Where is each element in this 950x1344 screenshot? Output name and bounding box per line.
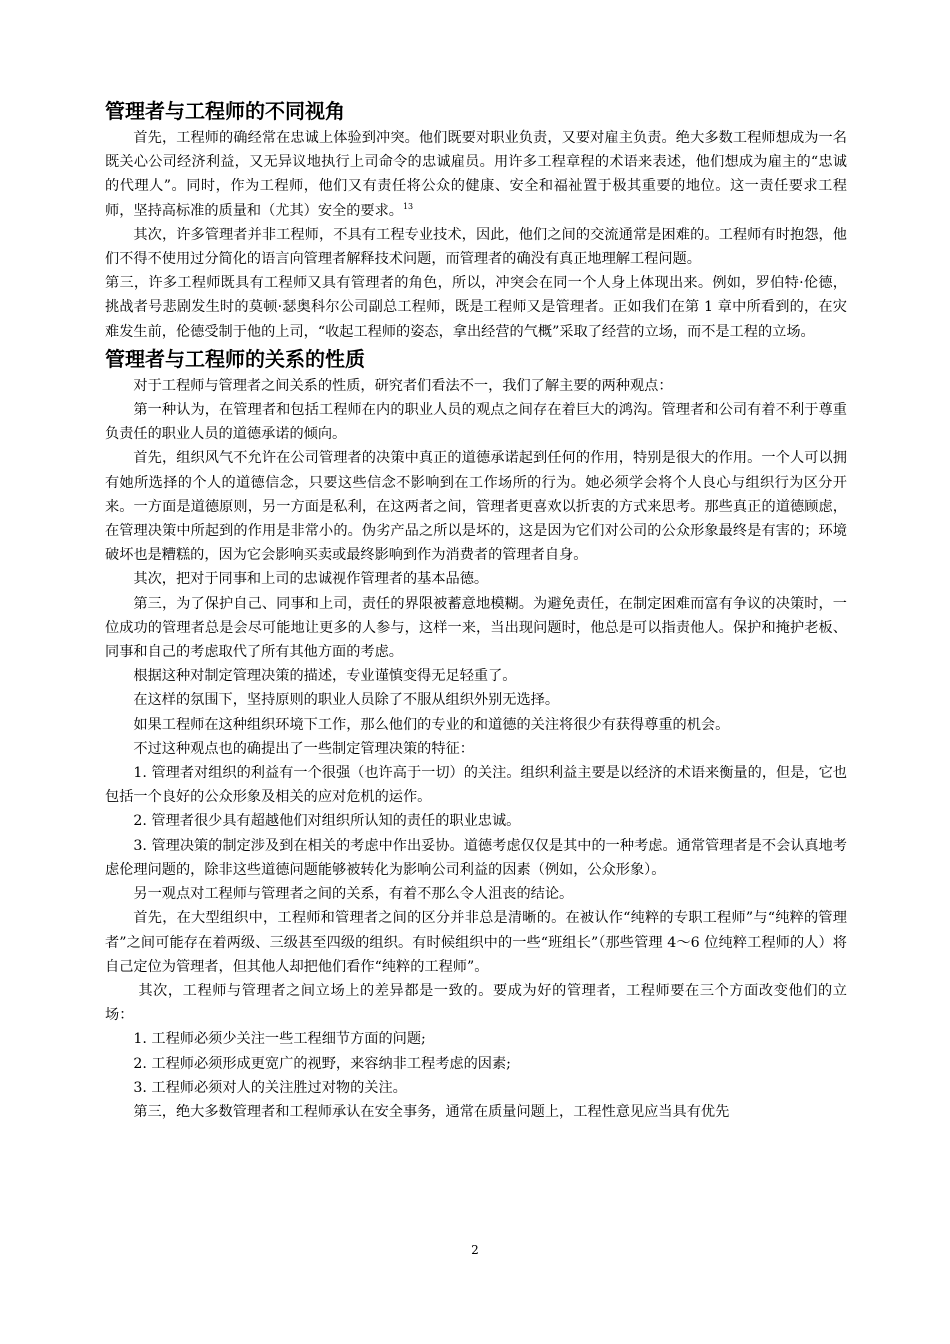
paragraph: 首先，组织风气不允许在公司管理者的决策中真正的道德承诺起到任何的作用，特别是很大的作用。一个人可以拥有她所选择的个人的道德信念，只要这些信念不影响到在工作场所的行为。她必须学会将个人良心与组织行为区分开来。一方面是道德原则，另一方面是私利，在这两者之间，管理者更喜欢以折衷的方式来思考。那些真正的道德顾虑，在管理决策中所起到的作用是非常小的。伪劣产品之所以是坏的，这是因为它们对公司的公众形象最终是有害的；环境破坏也是糟糕的，因为它会影响买卖或最终影响到作为消费者的管理者自身。 (105, 450, 847, 564)
paragraph (105, 126, 847, 223)
paragraph: 其次，许多管理者并非工程师，不具有工程专业技术，因此，他们之间的交流通常是困难的。工程师有时抱怨，他们不得不使用过分简化的语言向管理者解释技术问题，而管理者的确没有真正地理解工程问题。 (105, 226, 847, 268)
list-item: 3. 管理决策的制定涉及到在相关的考虑中作出妥协。道德考虑仅仅是其中的一种考虑。通常管理者是不会认真地考虑伦理问题的，除非这些道德问题能够被转化为影响公司利益的因素（例如，公众形象）。 (105, 837, 847, 878)
paragraph: 对于工程师与管理者之间关系的性质，研究者们看法不一，我们了解主要的两种观点： (133, 377, 673, 394)
list-item: 2. 工程师必须形成更宽广的视野，来容纳非工程考虑的因素; (133, 1055, 511, 1072)
page-number: 2 (471, 1243, 479, 1257)
footnote-reference: 13 (402, 201, 414, 211)
paragraph: 另一观点对工程师与管理者之间的关系，有着不那么令人沮丧的结论。 (133, 886, 574, 903)
list-item: 1. 工程师必须少关注一些工程细节方面的问题; (133, 1031, 426, 1048)
paragraph: 其次，把对于同事和上司的忠诚视作管理者的基本品德。 (133, 571, 489, 588)
list-item: 3. 工程师必须对人的关注胜过对物的关注。 (133, 1079, 407, 1096)
paragraph: 如果工程师在这种组织环境下工作，那么他们的专业的和道德的关注将很少有获得尊重的机会。 (133, 716, 730, 733)
list-item: 1. 管理者对组织的利益有一个很强（也许高于一切）的关注。组织利益主要是以经济的术语来衡量的，但是，它也包括一个良好的公众形象及相关的应对危机的运作。 (105, 765, 847, 806)
paragraph-text: 首先，工程师的确经常在忠诚上体验到冲突。他们既要对职业负责，又要对雇主负责。绝大多数工程师想成为一名既关心公司经济利益，又无异议地执行上司命令的忠诚雇员。用许多工程章程的术语来表述，他们想成为雇主的“忠诚的代理人”。同时，作为工程师，他们又有责任将公众的健康、安全和福祉置于极其重要的地位。这一责任要求工程师，坚持高标准的质量和（尤其）安全的要求。 (105, 130, 847, 219)
paragraph: 其次，工程师与管理者之间立场上的差异都是一致的。要成为好的管理者，工程师要在三个方面改变他们的立场： (105, 982, 847, 1024)
paragraph: 第三，许多工程师既具有工程师又具有管理者的角色，所以，冲突会在同一个人身上体现出来。例如，罗伯特·伦德，挑战者号悲剧发生时的莫顿·瑟奥科尔公司副总工程师，既是工程师又是管理者。正如我们在第 1 章中所看到的，在灾难发生前，伦德受制于他的上司，“收起工程师的姿态，拿出经营的气概”采取了经营的立场，而不是工程的立场。 (105, 275, 847, 340)
section-heading-different-perspectives: 管理者与工程师的不同视角 (105, 99, 345, 123)
paragraph: 根据这种对制定管理决策的描述，专业谨慎变得无足轻重了。 (133, 668, 517, 685)
paragraph: 第一种认为，在管理者和包括工程师在内的职业人员的观点之间存在着巨大的鸿沟。管理者和公司有着不利于尊重负责任的职业人员的道德承诺的倾向。 (105, 402, 847, 443)
paragraph: 不过这种观点也的确提出了一些制定管理决策的特征： (133, 740, 474, 757)
list-item: 2. 管理者很少具有超越他们对组织所认知的责任的职业忠诚。 (133, 813, 521, 830)
paragraph: 首先，在大型组织中，工程师和管理者之间的区分并非总是清晰的。在被认作“纯粹的专职工程师”与“纯粹的管理者”之间可能存在着两级、三级甚至四级的组织。有时候组织中的一些“班组长”（那些管理 4～6 位纯粹工程师的人）将自己定位为管理者，但其他人却把他们看作“纯粹的工程师”。 (105, 910, 847, 975)
page-content (105, 96, 847, 1124)
paragraph: 第三，为了保护自己、同事和上司，责任的界限被蓄意地模糊。为避免责任，在制定困难而富有争议的决策时，一位成功的管理者总是会尽可能地让更多的人参与，这样一来，当出现问题时，他总是可以指责他人。保护和掩护老板、同事和自己的考虑取代了所有其他方面的考虑。 (105, 595, 847, 661)
paragraph: 第三，绝大多数管理者和工程师承认在安全事务，通常在质量问题上，工程性意见应当具有优先 (133, 1103, 730, 1120)
paragraph: 在这样的氛围下，坚持原则的职业人员除了不服从组织外别无选择。 (133, 692, 560, 709)
section-heading-relationship-nature: 管理者与工程师的关系的性质 (105, 346, 365, 371)
